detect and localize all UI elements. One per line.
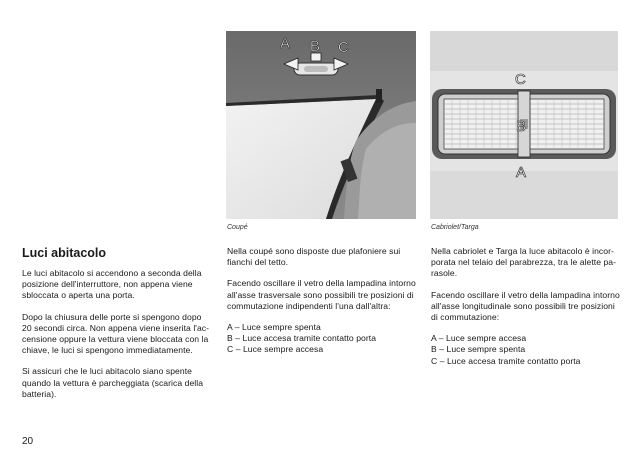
photo-label-b: B bbox=[516, 118, 527, 135]
list-item: C – Luce sempre accesa bbox=[227, 344, 324, 355]
left-column-text bbox=[22, 268, 222, 410]
photo-label-c: C bbox=[338, 39, 349, 56]
cabriolet-light-photo bbox=[430, 31, 618, 219]
paragraph: Si assicuri che le luci abitacolo siano spente quando la vettura è parcheggiata (scarica della batteria). bbox=[22, 366, 204, 399]
photo-caption: Coupé bbox=[227, 224, 248, 231]
photo-label-c: C bbox=[515, 71, 526, 88]
list-item: B – Luce sempre spenta bbox=[431, 344, 526, 355]
paragraph: Le luci abitacolo si accendono a seconda della posizione dell'interruttore, non appena viene sbloccata o aperta una porta. bbox=[22, 268, 202, 301]
photo-label-a: A bbox=[280, 35, 291, 52]
middle-column-text bbox=[227, 246, 427, 356]
switch-position-list bbox=[431, 333, 631, 367]
paragraph: Facendo oscillare il vetro della lampadina intorno all'asse longitudinale sono possibili tre posizioni di commutazione: bbox=[431, 289, 620, 323]
paragraph: Nella cabriolet e Targa la luce abitacolo è incor- porata nel telaio del parabrezza, tra le alette pa- rasole. bbox=[431, 246, 617, 279]
paragraph: Facendo oscillare il vetro della lampadina intorno all'asse trasversale sono possibili tre posizioni di commutazione indipendenti l'una dall'altra: bbox=[227, 278, 416, 311]
list-item: B – Luce accesa tramite contatto porta bbox=[227, 333, 377, 344]
section-heading: Luci abitacolo bbox=[22, 246, 107, 260]
photo-label-b: B bbox=[310, 38, 321, 55]
page-number: 20 bbox=[22, 436, 34, 447]
photo-caption: Cabriolet/Targa bbox=[431, 224, 479, 231]
right-column-text bbox=[431, 246, 631, 367]
photo-label-a: A bbox=[516, 164, 527, 181]
paragraph: Nella coupé sono disposte due plafoniere sui fianchi del tetto. bbox=[227, 246, 401, 268]
coupe-interior-photo bbox=[226, 31, 416, 219]
list-item: A – Luce sempre accesa bbox=[431, 333, 527, 344]
switch-position-list bbox=[227, 322, 427, 356]
list-item: C – Luce accesa tramite contatto porta bbox=[431, 355, 581, 366]
list-item: A – Luce sempre spenta bbox=[227, 322, 321, 333]
paragraph: Dopo la chiusura delle porte si spengono dopo 20 secondi circa. Non appena viene inserita l'ac- censione oppure la vettura viene bloccata con la chiave, le luci si spengono immediatamente. bbox=[22, 311, 210, 356]
cabriolet-photo-drawing bbox=[430, 31, 618, 219]
coupe-photo-drawing bbox=[226, 31, 416, 219]
